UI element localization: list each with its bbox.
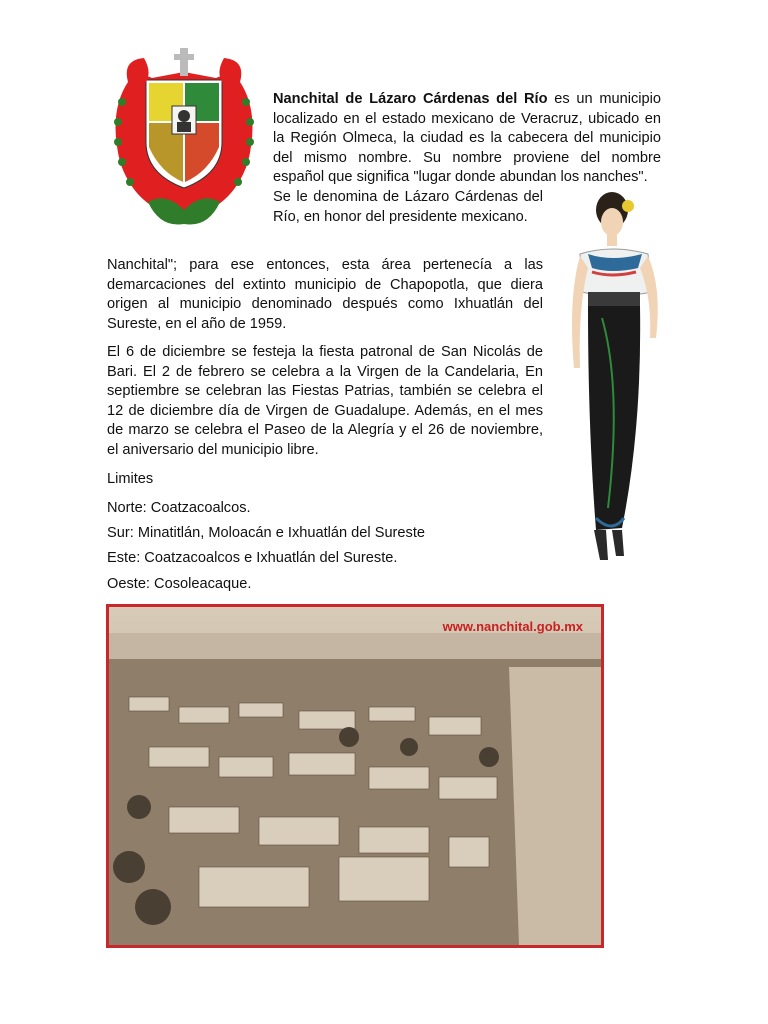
limits-heading: Limites	[107, 471, 154, 487]
town-aerial-photo-image	[109, 607, 601, 945]
town-photo	[106, 604, 604, 948]
traditional-dress-illustration	[552, 188, 682, 580]
limit-east: Este: Coatzacoalcos e Ixhuatlán del Sureste.	[107, 550, 398, 566]
festivities-paragraph: El 6 de diciembre se festeja la fiesta patronal de San Nicolás de Bari. El 2 de febrero se celebra a la Virgen de la Candelaria, En septiembre se celebran las Fiestas Patrias, también se celebra el 12 de diciembre día de Virgen de Guadalupe. Además, en el mes de marzo se celebra el Paseo de la Alegría y el 26 de noviembre, el aniversario del municipio libre.	[107, 344, 543, 458]
intro-bold-title: Nanchital de Lázaro Cárdenas del Río	[273, 91, 548, 107]
intro-paragraph	[273, 90, 661, 188]
photo-watermark-url: www.nanchital.gob.mx	[442, 619, 583, 634]
intro-continuation: Se le denomina de Lázaro Cárdenas del Río, en honor del presidente mexicano.	[273, 189, 543, 225]
intro-text: es un municipio localizado en el estado mexicano de Veracruz, ubicado en la Región Olmeca, la ciudad es la cabecera del municipio del mismo nombre. Su nombre proviene del nombre español que significa "lugar donde abundan los nanches".	[273, 91, 661, 186]
history-paragraph: Nanchital"; para ese entonces, esta área pertenecía a las demarcaciones del extinto municipio de Chapopotla, que diera origen al municipio denominado después como Ixhuatlán del Sureste, en el año de 1959.	[107, 257, 543, 332]
coat-of-arms-image	[108, 42, 260, 230]
limit-south: Sur: Minatitlán, Moloacán e Ixhuatlán del Sureste	[107, 525, 425, 541]
limit-north: Norte: Coatzacoalcos.	[107, 500, 251, 516]
limit-west: Oeste: Cosoleacaque.	[107, 576, 252, 592]
